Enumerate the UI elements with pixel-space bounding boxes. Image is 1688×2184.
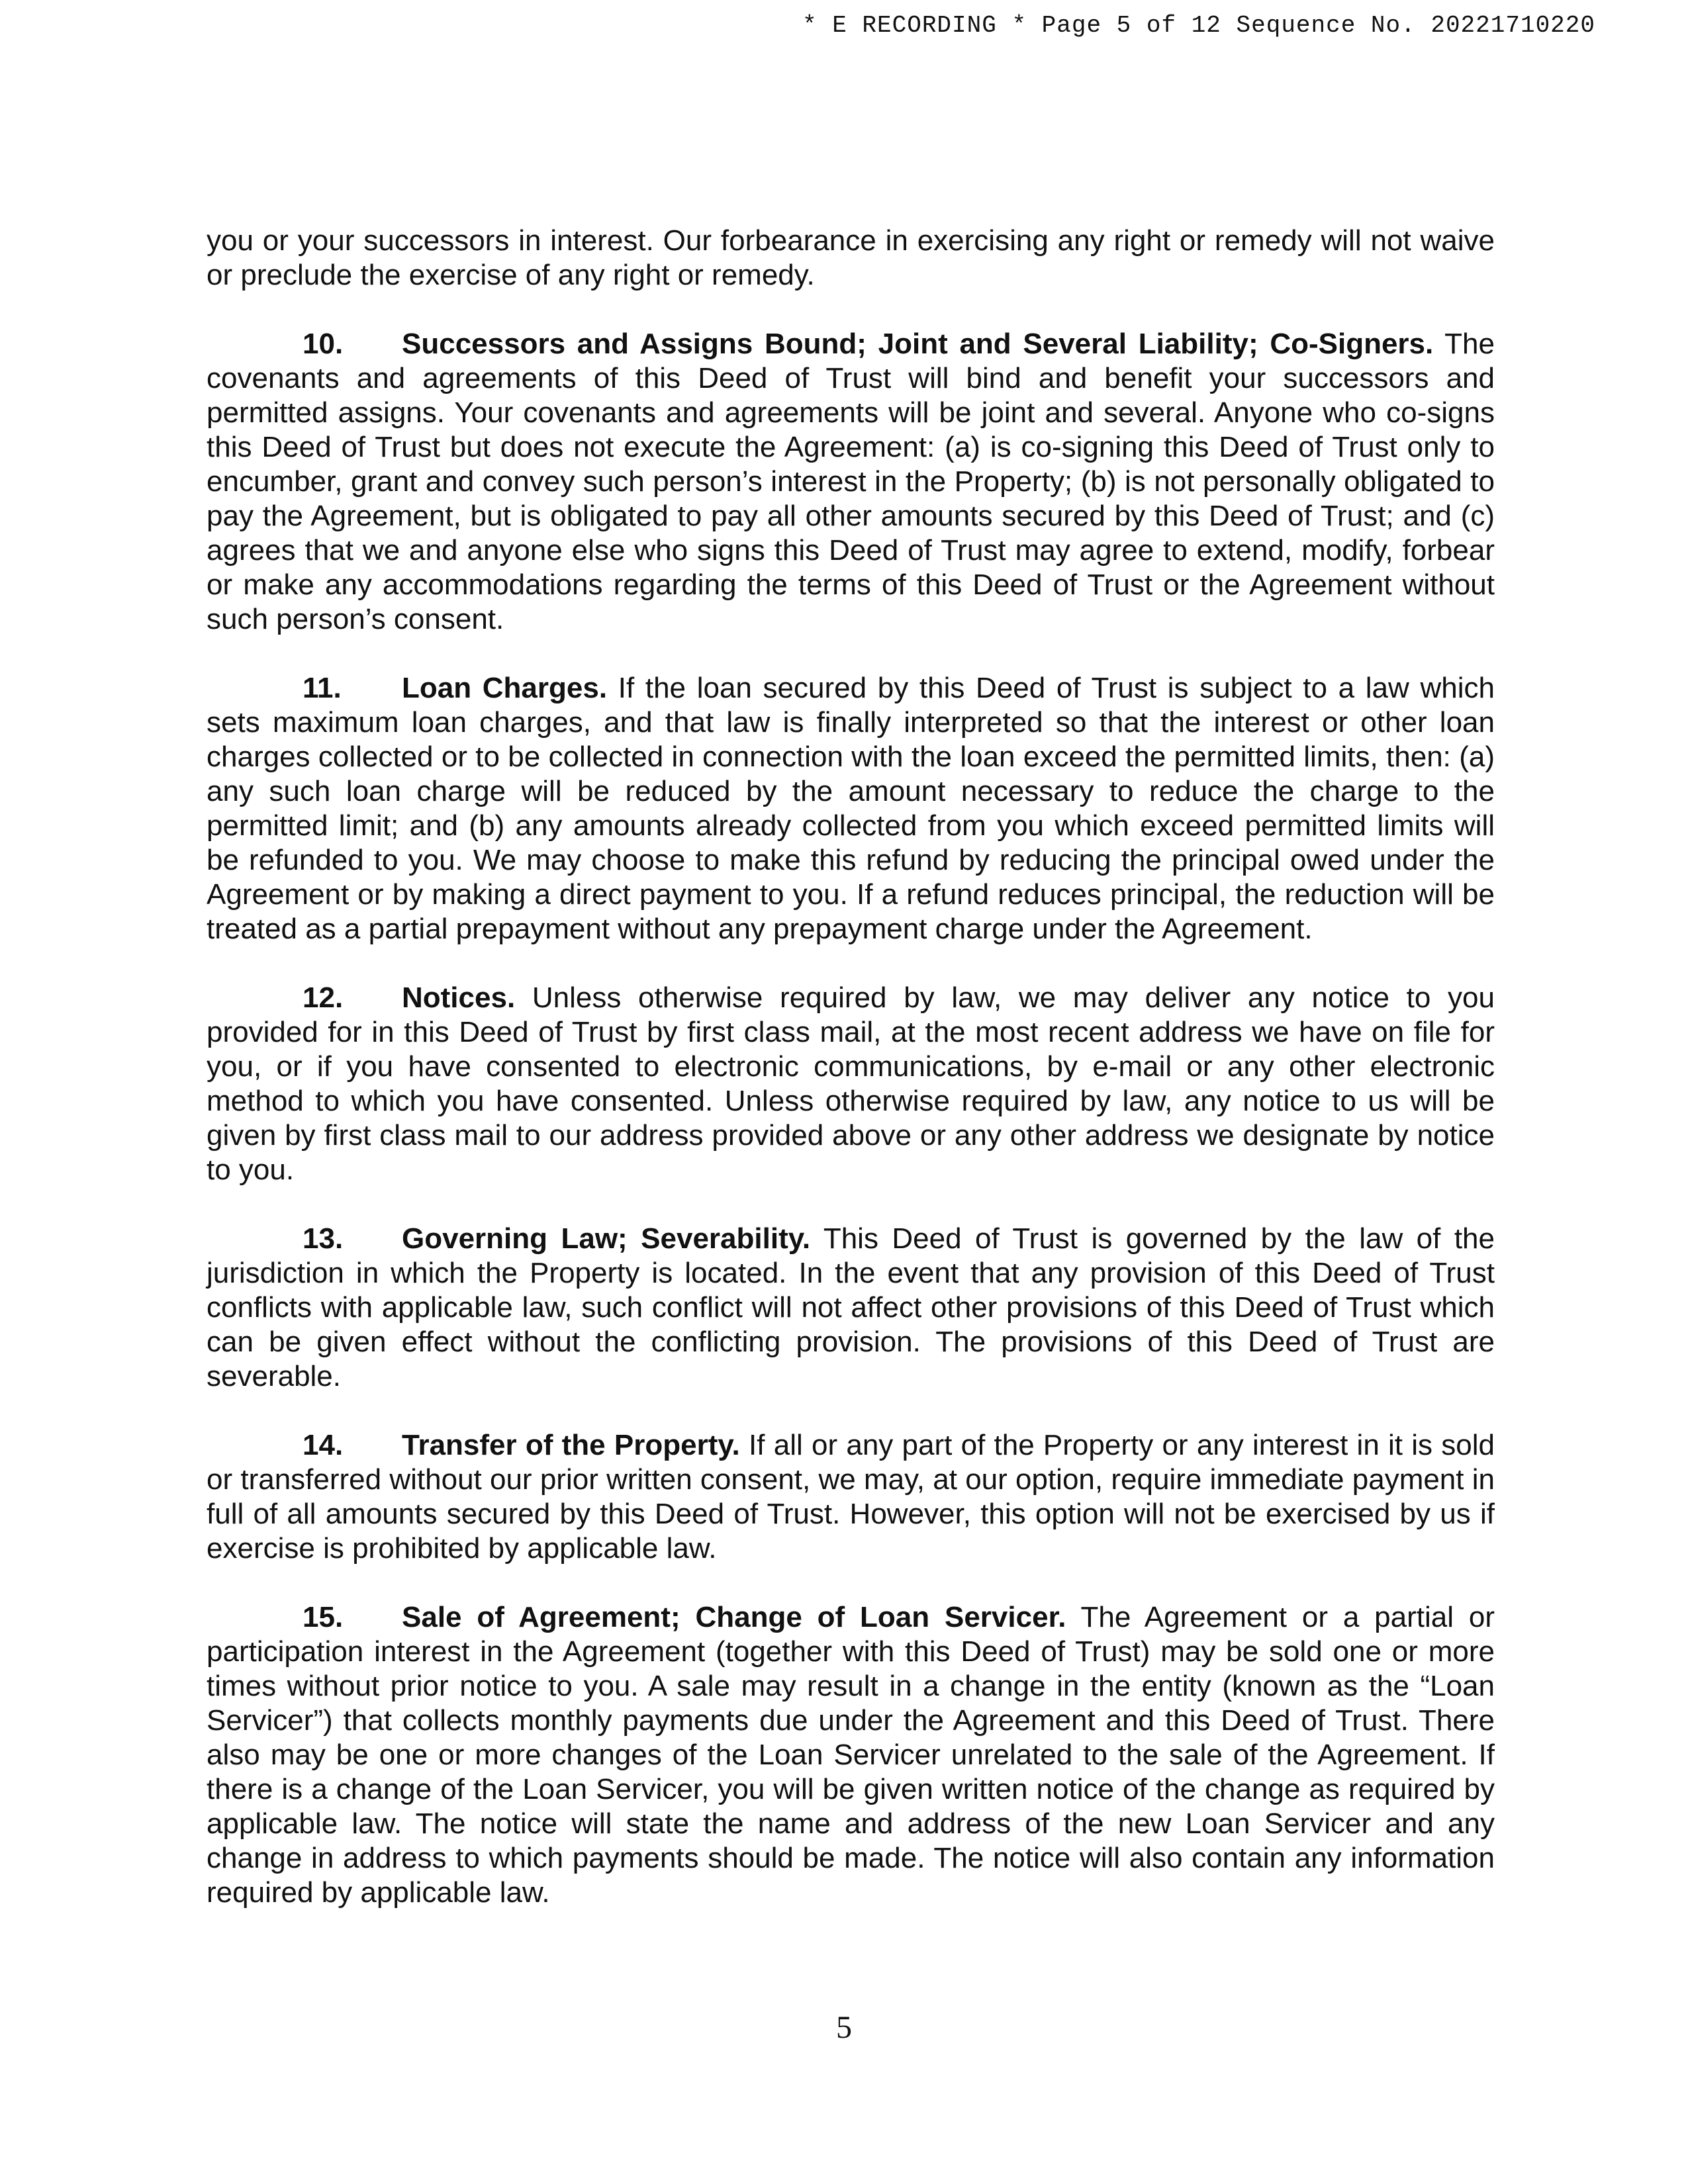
- section-11: [207, 671, 1495, 946]
- intro-paragraph: you or your successors in interest. Our forbearance in exercising any right or remedy will not waive or preclude the exercise of any right or remedy.: [207, 224, 1495, 291]
- section-title: Sale of Agreement; Change of Loan Servicer.: [402, 1601, 1066, 1633]
- section-title: Transfer of the Property.: [402, 1429, 740, 1461]
- section-13: [207, 1222, 1495, 1394]
- section-14: [207, 1428, 1495, 1566]
- page-number: 5: [836, 2010, 852, 2045]
- section-text: The Agreement or a partial or participation interest in the Agreement (together with this Deed of Trust) may be sold one or more times without prior notice to you. A sale may result in a change in the entity (known as the “Loan Servicer”) that collects monthly payments due under the Agreement and this Deed of Trust. There also may be one or more changes of the Loan Servicer unrelated to the sale of the Agreement. If there is a change of the Loan Servicer, you will be given written notice of the change as required by applicable law. The notice will state the name and address of the new Loan Servicer and any change in address to which payments should be made. The notice will also contain any information required by applicable law.: [207, 1601, 1495, 1909]
- section-text: If the loan secured by this Deed of Trust is subject to a law which sets maximum loan charges, and that law is finally interpreted so that the interest or other loan charges collected or to be collected in connection with the loan exceed the permitted limits, then: (a) any such loan charge will be reduced by the amount necessary to reduce the charge to the permitted limit; and (b) any amounts already collected from you which exceed permitted limits will be refunded to you. We may choose to make this refund by reducing the principal owed under the Agreement or by making a direct payment to you. If a refund reduces principal, the reduction will be treated as a partial prepayment without any prepayment charge under the Agreement.: [207, 672, 1495, 945]
- section-number: 15.: [303, 1601, 344, 1633]
- section-number: 13.: [303, 1222, 344, 1255]
- section-number: 11.: [303, 672, 342, 704]
- section-number: 12.: [303, 981, 344, 1014]
- section-text: This Deed of Trust is governed by the law of the jurisdiction in which the Property is located. In the event that any provision of this Deed of Trust conflicts with applicable law, such conflict will not affect other provisions of this Deed of Trust which can be given effect without the conflicting provision. The provisions of this Deed of Trust are severable.: [207, 1222, 1495, 1392]
- section-title: Loan Charges.: [402, 672, 608, 704]
- recording-header: * E RECORDING * Page 5 of 12 Sequence No. 20221710220: [802, 12, 1595, 39]
- section-12: [207, 981, 1495, 1187]
- section-text: If all or any part of the Property or any interest in it is sold or transferred without our prior written consent, we may, at our option, require immediate payment in full of all amounts secured by this Deed of Trust. However, this option will not be exercised by us if exercise is prohibited by applicable law.: [207, 1429, 1495, 1565]
- document-body: [207, 224, 1495, 1944]
- section-title: Notices.: [402, 981, 516, 1014]
- section-number: 14.: [303, 1429, 344, 1461]
- section-title: Successors and Assigns Bound; Joint and Several Liability; Co-Signers.: [402, 328, 1434, 360]
- section-10: [207, 327, 1495, 637]
- section-title: Governing Law; Severability.: [402, 1222, 811, 1255]
- section-text: The covenants and agreements of this Deed of Trust will bind and benefit your successors and permitted assigns. Your covenants and agreements will be joint and several. Anyone who co-signs this Deed of Trust but does not execute the Agreement: (a) is co-signing this Deed of Trust only to encumber, grant and convey such person’s interest in the Property; (b) is not personally obligated to pay the Agreement, but is obligated to pay all other amounts secured by this Deed of Trust; and (c) agrees that we and anyone else who signs this Deed of Trust may agree to extend, modify, forbear or make any accommodations regarding the terms of this Deed of Trust or the Agreement without such person’s consent.: [207, 328, 1495, 635]
- section-15: [207, 1600, 1495, 1910]
- section-text: Unless otherwise required by law, we may deliver any notice to you provided for in this Deed of Trust by first class mail, at the most recent address we have on file for you, or if you have consented to electronic communications, by e-mail or any other electronic method to which you have consented. Unless otherwise required by law, any notice to us will be given by first class mail to our address provided above or any other address we designate by notice to you.: [207, 981, 1495, 1186]
- section-number: 10.: [303, 328, 344, 360]
